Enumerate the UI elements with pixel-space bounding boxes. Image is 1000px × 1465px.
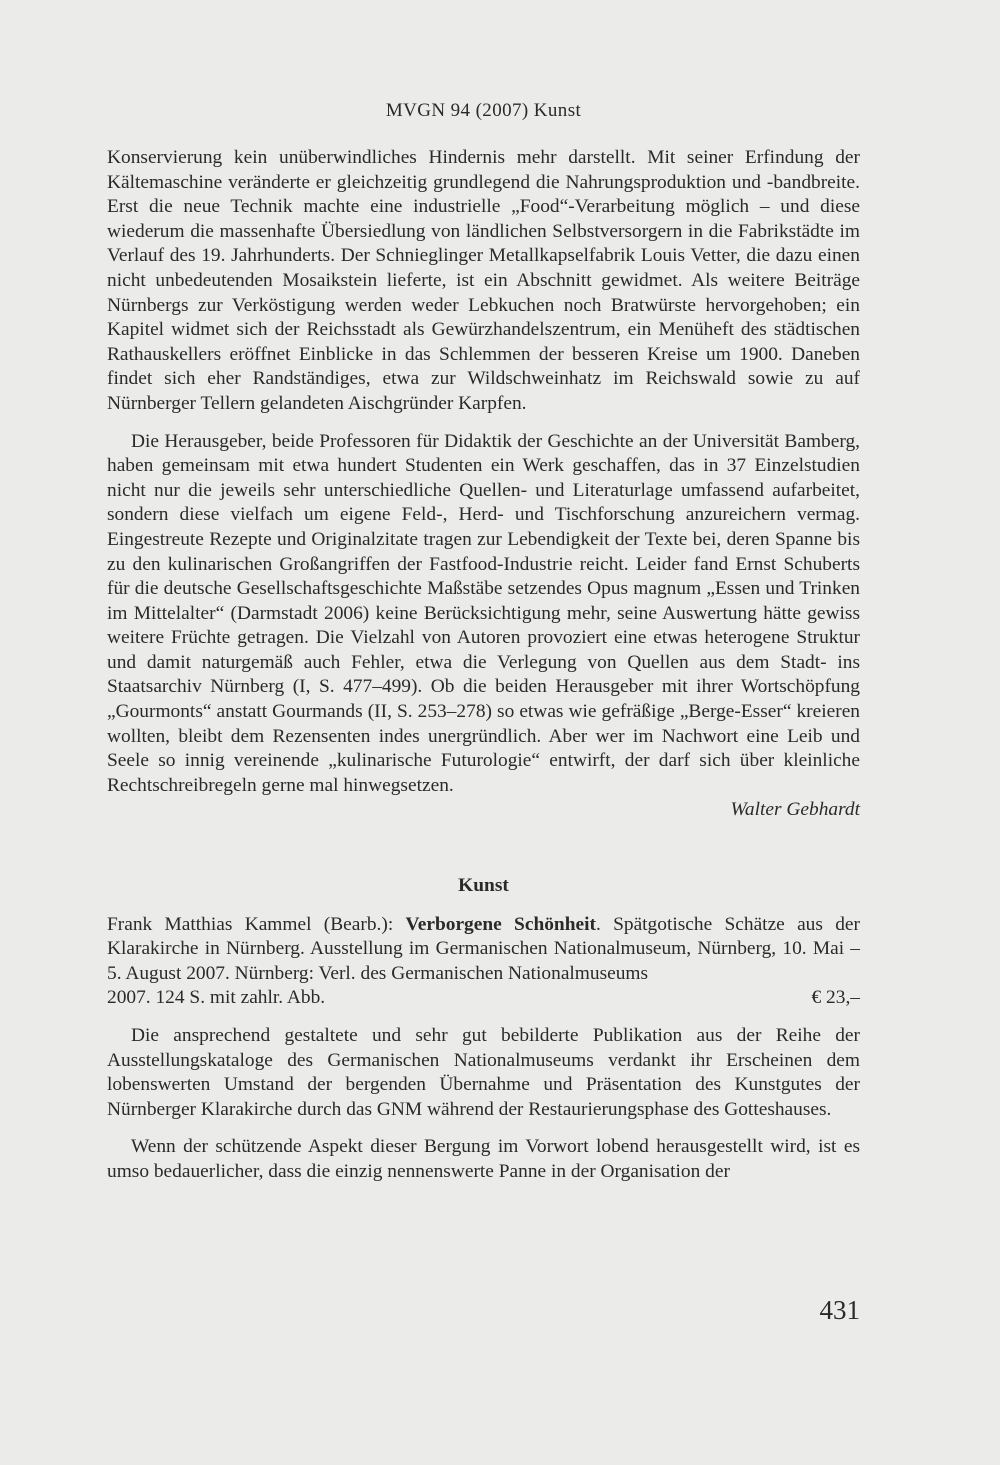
running-head: MVGN 94 (2007) Kunst	[385, 100, 582, 121]
section-heading: Kunst	[458, 875, 509, 897]
price: € 23,–	[811, 987, 860, 1009]
review-paragraph: Die Herausgeber, beide Professoren für Didaktik der Geschichte an der Universität Bamberg, haben gemeinsam mit etwa hundert Studenten ein Werk geschaffen, das in 37 Einzelstudien nicht nur die jeweils sehr unterschiedliche Quellen- und Literaturlage umfassend aufarbeitet, sondern diese vielfach um eigene Feld-, Herd- und Tischforschung anzureichern vermag. Eingestreute Rezepte und Originalzitate tragen zur Lebendigkeit der Texte bei, deren Spanne bis zu den kulinarischen Großangriffen der Fastfood-Industrie reicht. Leider fand Ernst Schuberts für die deutsche Gesellschaftsgeschichte Maßstäbe setzendes Opus magnum „Essen und Trinken im Mittelalter“ (Darmstadt 2006) keine Berücksichtigung mehr, seine Auswertung hätte gewiss weitere Früchte getragen. Die Vielzahl von Autoren provoziert eine etwas heterogene Struktur und damit naturgemäß auch Fehler, etwa die Verlegung von Quellen aus dem Stadt- ins Staatsarchiv Nürnberg (I, S. 477–499). Ob die beiden Herausgeber mit ihrer Wortschöpfung „Gourmonts“ anstatt Gourmands (II, S. 253–278) so etwas wie gefräßige „Berge-Esser“ kreieren wollten, bleibt dem Rezensenten indes unergründlich. Aber wer im Nachwort eine Leib und Seele so innig vereinende „kulinarische Futurologie“ entwirft, der darf sich über kleinliche Rechtschreibregeln gerne mal hinwegsetzen.	[107, 430, 860, 796]
bib-last-line	[107, 986, 860, 1011]
bibliographic-text	[107, 913, 860, 987]
book-page	[107, 0, 860, 1465]
page-number: 431	[819, 1295, 860, 1325]
review-paragraph: Konservierung kein unüberwindliches Hindernis mehr darstellt. Mit seiner Erfindung der Kältemaschine veränderte er gleichzeitig grundlegend die Nahrungsproduktion und -bandbreite. Erst die neue Technik machte eine industrielle „Food“-Verarbeitung möglich – und diese wiederum die massenhafte Übersiedlung von ländlichen Selbstversorgern in die Fabrikstädte im Verlauf des 19. Jahrhunderts. Der Schnieglinger Metallkapselfabrik Louis Vetter, die dazu einen nicht unbedeutenden Mosaikstein lieferte, ist ein Abschnitt gewidmet. Als weitere Beiträge Nürnbergs zur Verköstigung werden weder Lebkuchen noch Bratwürste hervorgehoben; ein Kapitel widmet sich der Reichsstadt als Gewürzhandelszentrum, ein Menüheft des städtischen Rathauskellers eröffnet Einblicke in das Schlemmen der besseren Kreise um 1900. Daneben findet sich eher Randständiges, etwa zur Wildschweinhatz im Reichswald sowie zu auf Nürnberger Tellern gelandeten Aischgründer Karpfen.	[107, 147, 860, 414]
bib-publication-info: 2007. 124 S. mit zahlr. Abb.	[107, 987, 326, 1009]
page-body	[107, 146, 860, 1185]
bib-details: . Spätgotische Schätze aus der Klarakirche in Nürnberg. Ausstellung im Germanischen Nationalmuseum, Nürnberg, 10. Mai – 5. August 2007. Nürnberg: Verl. des Germanischen Nationalmuseums	[107, 913, 860, 984]
review-paragraph: Die ansprechend gestaltete und sehr gut bebilderte Publikation aus der Reihe der Ausstellungskataloge des Germanischen Nationalmuseums verdankt ihr Erscheinen dem lobenswerten Umstand der bergenden Übernahme und Präsentation des Kunstgutes der Nürnberger Klarakirche durch das GNM während der Restaurierungsphase des Gotteshauses.	[107, 1025, 860, 1120]
bibliographic-entry	[107, 913, 860, 1011]
reviewer-signature: Walter Gebhardt	[730, 799, 860, 821]
bib-author: Frank Matthias Kammel (Bearb.):	[107, 913, 406, 935]
bib-title: Verborgene Schönheit	[405, 913, 596, 935]
review-paragraph: Wenn der schützende Aspekt dieser Bergung im Vorwort lobend herausgestellt wird, ist es umso bedauerlicher, dass die einzig nennenswerte Panne in der Organisation der	[107, 1136, 860, 1182]
